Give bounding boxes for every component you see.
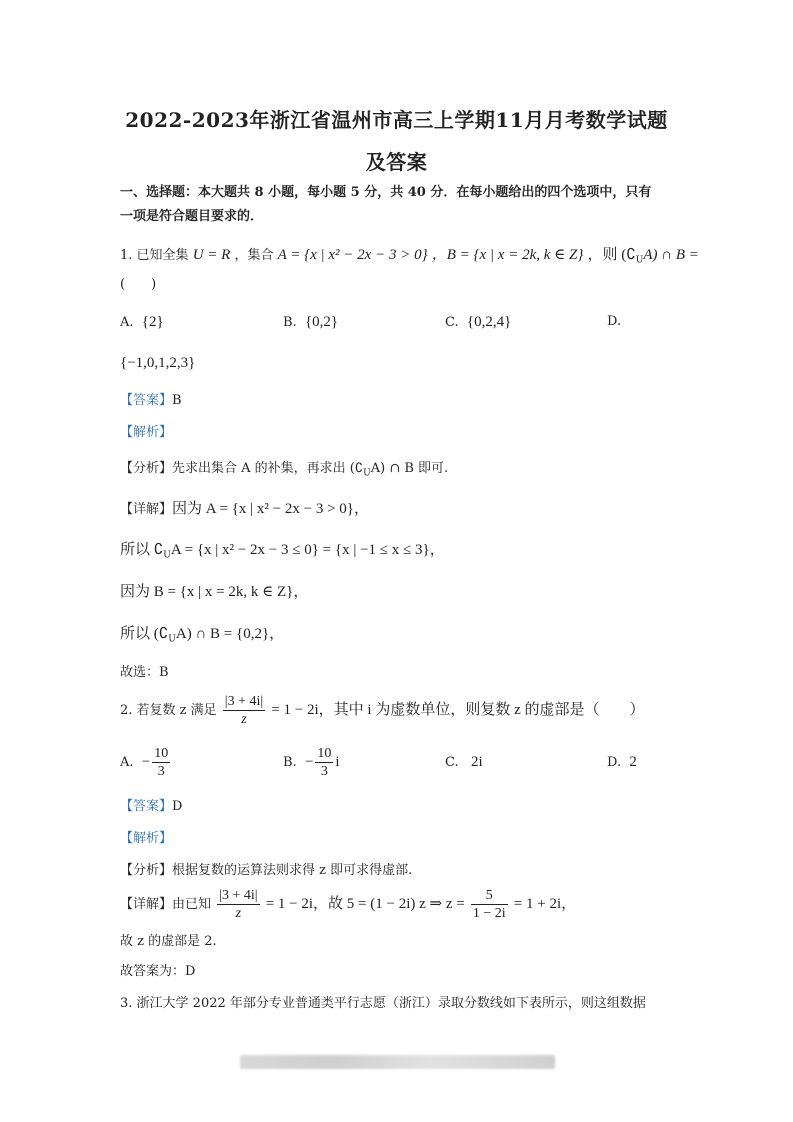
q1-fenxi xyxy=(120,460,448,483)
q1-fenxi-tag: 【分析】 xyxy=(120,461,173,476)
q2-stem-fraction xyxy=(223,693,265,728)
q1-tail-sub: U xyxy=(635,255,644,266)
q2-option-a-sign: − xyxy=(141,754,151,770)
q2-option-b xyxy=(283,742,340,783)
q1-set-word: ，集合 xyxy=(234,248,274,263)
q1-answer-paren: ( ) xyxy=(120,277,157,292)
q2-option-a-label: A. xyxy=(120,755,134,770)
q2-option-a xyxy=(120,742,172,783)
q1-option-d-label: D. xyxy=(607,314,622,329)
q2-stem xyxy=(120,690,645,731)
q3-stem: 3. 浙江大学 2022 年部分专业普通类平行志愿（浙江）录取分数线如下表所示，则这组数据 xyxy=(120,996,646,1011)
q1-tail: ，则 (∁ xyxy=(587,247,636,263)
q1-detail-step3: 因为 B = {x | x = 2k, k ∈ Z}， xyxy=(120,584,309,600)
q1-option-b xyxy=(283,314,338,331)
q1-option-a xyxy=(120,314,164,331)
blurred-footer-watermark xyxy=(240,1055,555,1069)
q1-option-d xyxy=(607,314,621,329)
q1-set-b: ，B = {x | x = 2k, k ∈ Z} xyxy=(431,247,584,263)
q1-option-a-label: A. xyxy=(120,315,134,330)
q2-option-b-den: 3 xyxy=(320,764,328,779)
q2-step1-num: |3 + 4i| xyxy=(219,888,258,903)
q2-fenxi xyxy=(120,862,412,880)
q2-detail-step1 xyxy=(120,884,576,925)
q1-option-c-value: {0,2,4} xyxy=(466,314,512,330)
q2-step1-suffix: = 1 + 2i， xyxy=(513,896,577,912)
q1-step2-text2: A = {x | x² − 2x − 3 ≤ 0} = {x | −1 ≤ x ≤ 3}， xyxy=(170,542,445,558)
q1-answer-value: B xyxy=(172,393,182,408)
q1-stem xyxy=(120,246,699,270)
q1-fenxi-text: 先求出集合 A 的补集，再求出 (∁ xyxy=(172,461,364,476)
q1-step1-text: 因为 A = {x | x² − 2x − 3 > 0}， xyxy=(172,501,370,517)
document-title-line1: 2022-2023年浙江省温州市高三上学期11月月考数学试题 xyxy=(125,108,668,132)
q1-step4-text: 所以 (∁ xyxy=(120,626,169,642)
document-title-line2: 及答案 xyxy=(365,150,428,174)
q2-answer-tag: 【答案】 xyxy=(120,799,173,814)
q1-fenxi-text2: A) ∩ B 即可. xyxy=(370,461,449,476)
q1-universal-set: U = R xyxy=(192,247,231,263)
q2-analysis-tag: 【解析】 xyxy=(120,831,173,846)
q1-stem-prefix: 1. 已知全集 xyxy=(120,248,189,263)
q1-step2-sub: U xyxy=(163,550,171,561)
q2-fenxi-text: 根据复数的运算法则求得 z 即可求得虚部. xyxy=(172,863,413,878)
q2-option-b-suffix: i xyxy=(335,754,340,770)
q1-tail2: A) ∩ B = xyxy=(643,247,699,263)
q1-step4-sub: U xyxy=(168,634,176,645)
q1-analysis-tag: 【解析】 xyxy=(120,425,173,440)
section-heading-line1: 一、选择题：本大题共 8 小题，每小题 5 分，共 40 分．在每小题给出的四个选项中，只有 xyxy=(120,185,652,200)
q2-option-a-fraction xyxy=(152,745,170,780)
q2-option-b-label: B. xyxy=(283,755,297,770)
q1-detail-step4 xyxy=(120,625,284,649)
q1-option-c xyxy=(445,314,511,331)
q2-step1-fraction2 xyxy=(471,887,508,922)
q2-step1-den: z xyxy=(235,906,242,921)
q2-xiangjie-tag: 【详解】 xyxy=(120,897,173,912)
q1-option-a-value: {2} xyxy=(141,314,164,330)
q2-option-d-value: 2 xyxy=(629,754,637,770)
q2-stem-suffix: = 1 − 2i，其中 i 为虚数单位，则复数 z 的虚部是（ ） xyxy=(271,702,645,718)
q2-stem-prefix: 2. 若复数 z 满足 xyxy=(120,703,217,718)
q2-step1-den2: 1 − 2i xyxy=(472,906,506,921)
q2-step1-fraction xyxy=(217,887,259,922)
q1-answer-tag: 【答案】 xyxy=(120,393,173,408)
q1-option-b-value: {0,2} xyxy=(304,314,339,330)
q2-option-a-den: 3 xyxy=(157,764,165,779)
q1-set-a: A = {x | x² − 2x − 3 > 0} xyxy=(277,247,428,263)
q2-option-c-label: C. xyxy=(445,755,459,770)
q1-choose: 故选：B xyxy=(120,665,169,680)
q2-option-d-label: D. xyxy=(607,755,622,770)
section-heading-line2: 一项是符合题目要求的． xyxy=(120,209,264,224)
q2-option-a-num: 10 xyxy=(154,746,169,761)
q2-answer xyxy=(120,798,182,816)
q2-step1-prefix: 由已知 xyxy=(172,897,212,912)
q2-option-b-num: 10 xyxy=(317,746,332,761)
q1-detail-step2 xyxy=(120,541,445,565)
q1-step4-text2: A) ∩ B = {0,2}， xyxy=(175,626,285,642)
q2-option-c xyxy=(445,742,483,783)
q1-answer xyxy=(120,392,182,410)
q2-answer-value: D xyxy=(172,799,183,814)
q2-detail-step2: 故 z 的虚部是 2. xyxy=(120,934,217,949)
q2-frac-num: |3 + 4i| xyxy=(224,694,264,709)
q1-option-c-label: C. xyxy=(445,315,459,330)
q2-fenxi-tag: 【分析】 xyxy=(120,863,173,878)
q2-step1-num2: 5 xyxy=(471,887,508,905)
q2-option-c-value: 2i xyxy=(471,754,483,770)
q1-option-b-label: B. xyxy=(283,315,297,330)
q1-detail-step1 xyxy=(120,500,369,519)
q2-option-b-sign: − xyxy=(304,754,314,770)
q2-choose: 故答案为：D xyxy=(120,964,196,979)
q1-fenxi-sub: U xyxy=(363,468,371,479)
q2-frac-den: z xyxy=(241,712,247,727)
q2-step1-mid: = 1 − 2i，故 5 = (1 − 2i) z ⇒ z = xyxy=(265,896,465,912)
q1-step2-text: 所以 ∁ xyxy=(120,542,164,558)
q1-xiangjie-tag: 【详解】 xyxy=(120,502,173,517)
q2-option-b-fraction xyxy=(315,745,333,780)
q1-option-d-value: {−1,0,1,2,3} xyxy=(120,355,196,371)
q2-option-d xyxy=(607,742,637,783)
